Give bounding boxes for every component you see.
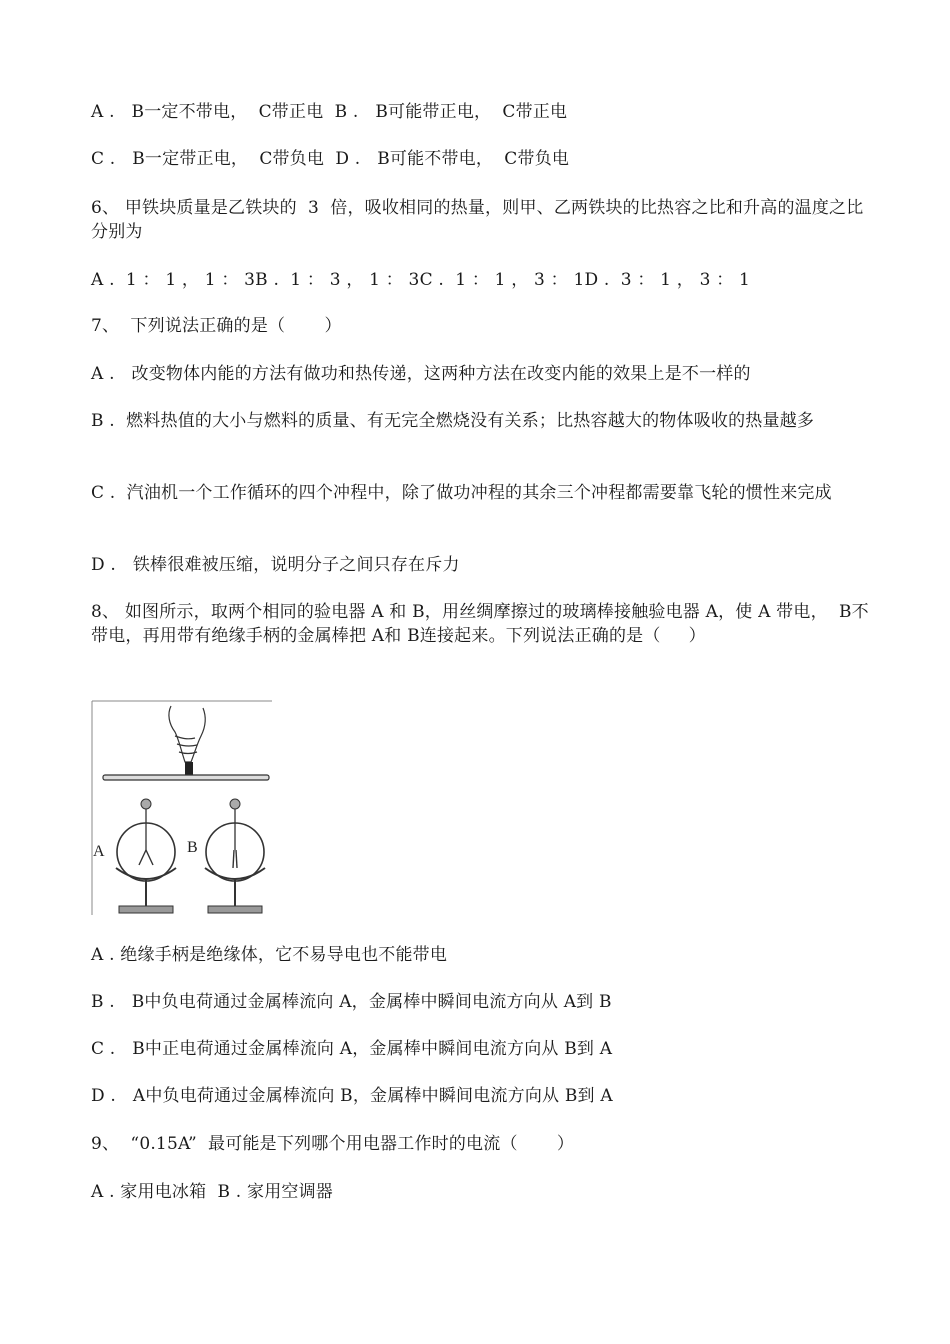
question-9: 9、 “0.15A” 最可能是下列哪个用电器工作时的电流（ ）: [91, 1134, 575, 1154]
electroscope-b: [205, 799, 265, 913]
option-line-5cd: C . B一定带正电， C带负电 D . B可能不带电， C带负电: [91, 149, 570, 169]
option-line-5ab: A . B一定不带电， C带正电 B . B可能带正电， C带正电: [91, 102, 568, 122]
question-6-options: A . 1 ： 1 ， 1 ： 3B . 1 ： 3 ， 1 ： 3C . 1 ： 1 ， 3 ： 1D . 3 ： 1 ， 3 ： 1: [91, 270, 751, 290]
question-7-option-b: B . 燃料热值的大小与燃料的质量、有无完全燃烧没有关系；比热容越大的物体吸收的热量越多: [91, 411, 815, 431]
question-6: 6、 甲铁块质量是乙铁块的 3 倍，吸收相同的热量，则甲、乙两铁块的比热容之比和升高的温度之比分别为: [91, 198, 864, 242]
question-7-option-d: D . 铁棒很难被压缩，说明分子之间只存在斥力: [91, 555, 460, 575]
hand-icon: [169, 706, 205, 762]
question-8-option-a: A . 绝缘手柄是绝缘体，它不易导电也不能带电: [91, 945, 448, 965]
metal-rod: [103, 775, 269, 780]
question-8: 8、 如图所示，取两个相同的验电器 A 和 B，用丝绸摩擦过的玻璃棒接触验电器 A，使 A 带电， B不带电，再用带有绝缘手柄的金属棒把 A和 B连接起来。下列说法正确的是（ ）: [91, 602, 869, 646]
label-b: B: [187, 839, 198, 856]
question-8-option-d: D . A中负电荷通过金属棒流向 B，金属棒中瞬间电流方向从 B到 A: [91, 1086, 613, 1106]
question-7: 7、 下列说法正确的是（ ）: [91, 316, 342, 336]
label-a: A: [93, 843, 105, 860]
electroscope-diagram: [91, 700, 273, 916]
question-7-option-a: A . 改变物体内能的方法有做功和热传递，这两种方法在改变内能的效果上是不一样的: [91, 364, 751, 384]
question-9-options: A . 家用电冰箱 B . 家用空调器: [91, 1182, 333, 1202]
insulated-handle: [185, 762, 193, 775]
electroscope-a: [116, 799, 176, 913]
question-8-option-b: B . B中负电荷通过金属棒流向 A，金属棒中瞬间电流方向从 A到 B: [91, 992, 612, 1012]
electroscope-figure: [91, 700, 273, 916]
question-8-option-c: C . B中正电荷通过金属棒流向 A，金属棒中瞬间电流方向从 B到 A: [91, 1039, 613, 1059]
question-7-option-c: C . 汽油机一个工作循环的四个冲程中，除了做功冲程的其余三个冲程都需要靠飞轮的惯性来完成: [91, 483, 832, 503]
